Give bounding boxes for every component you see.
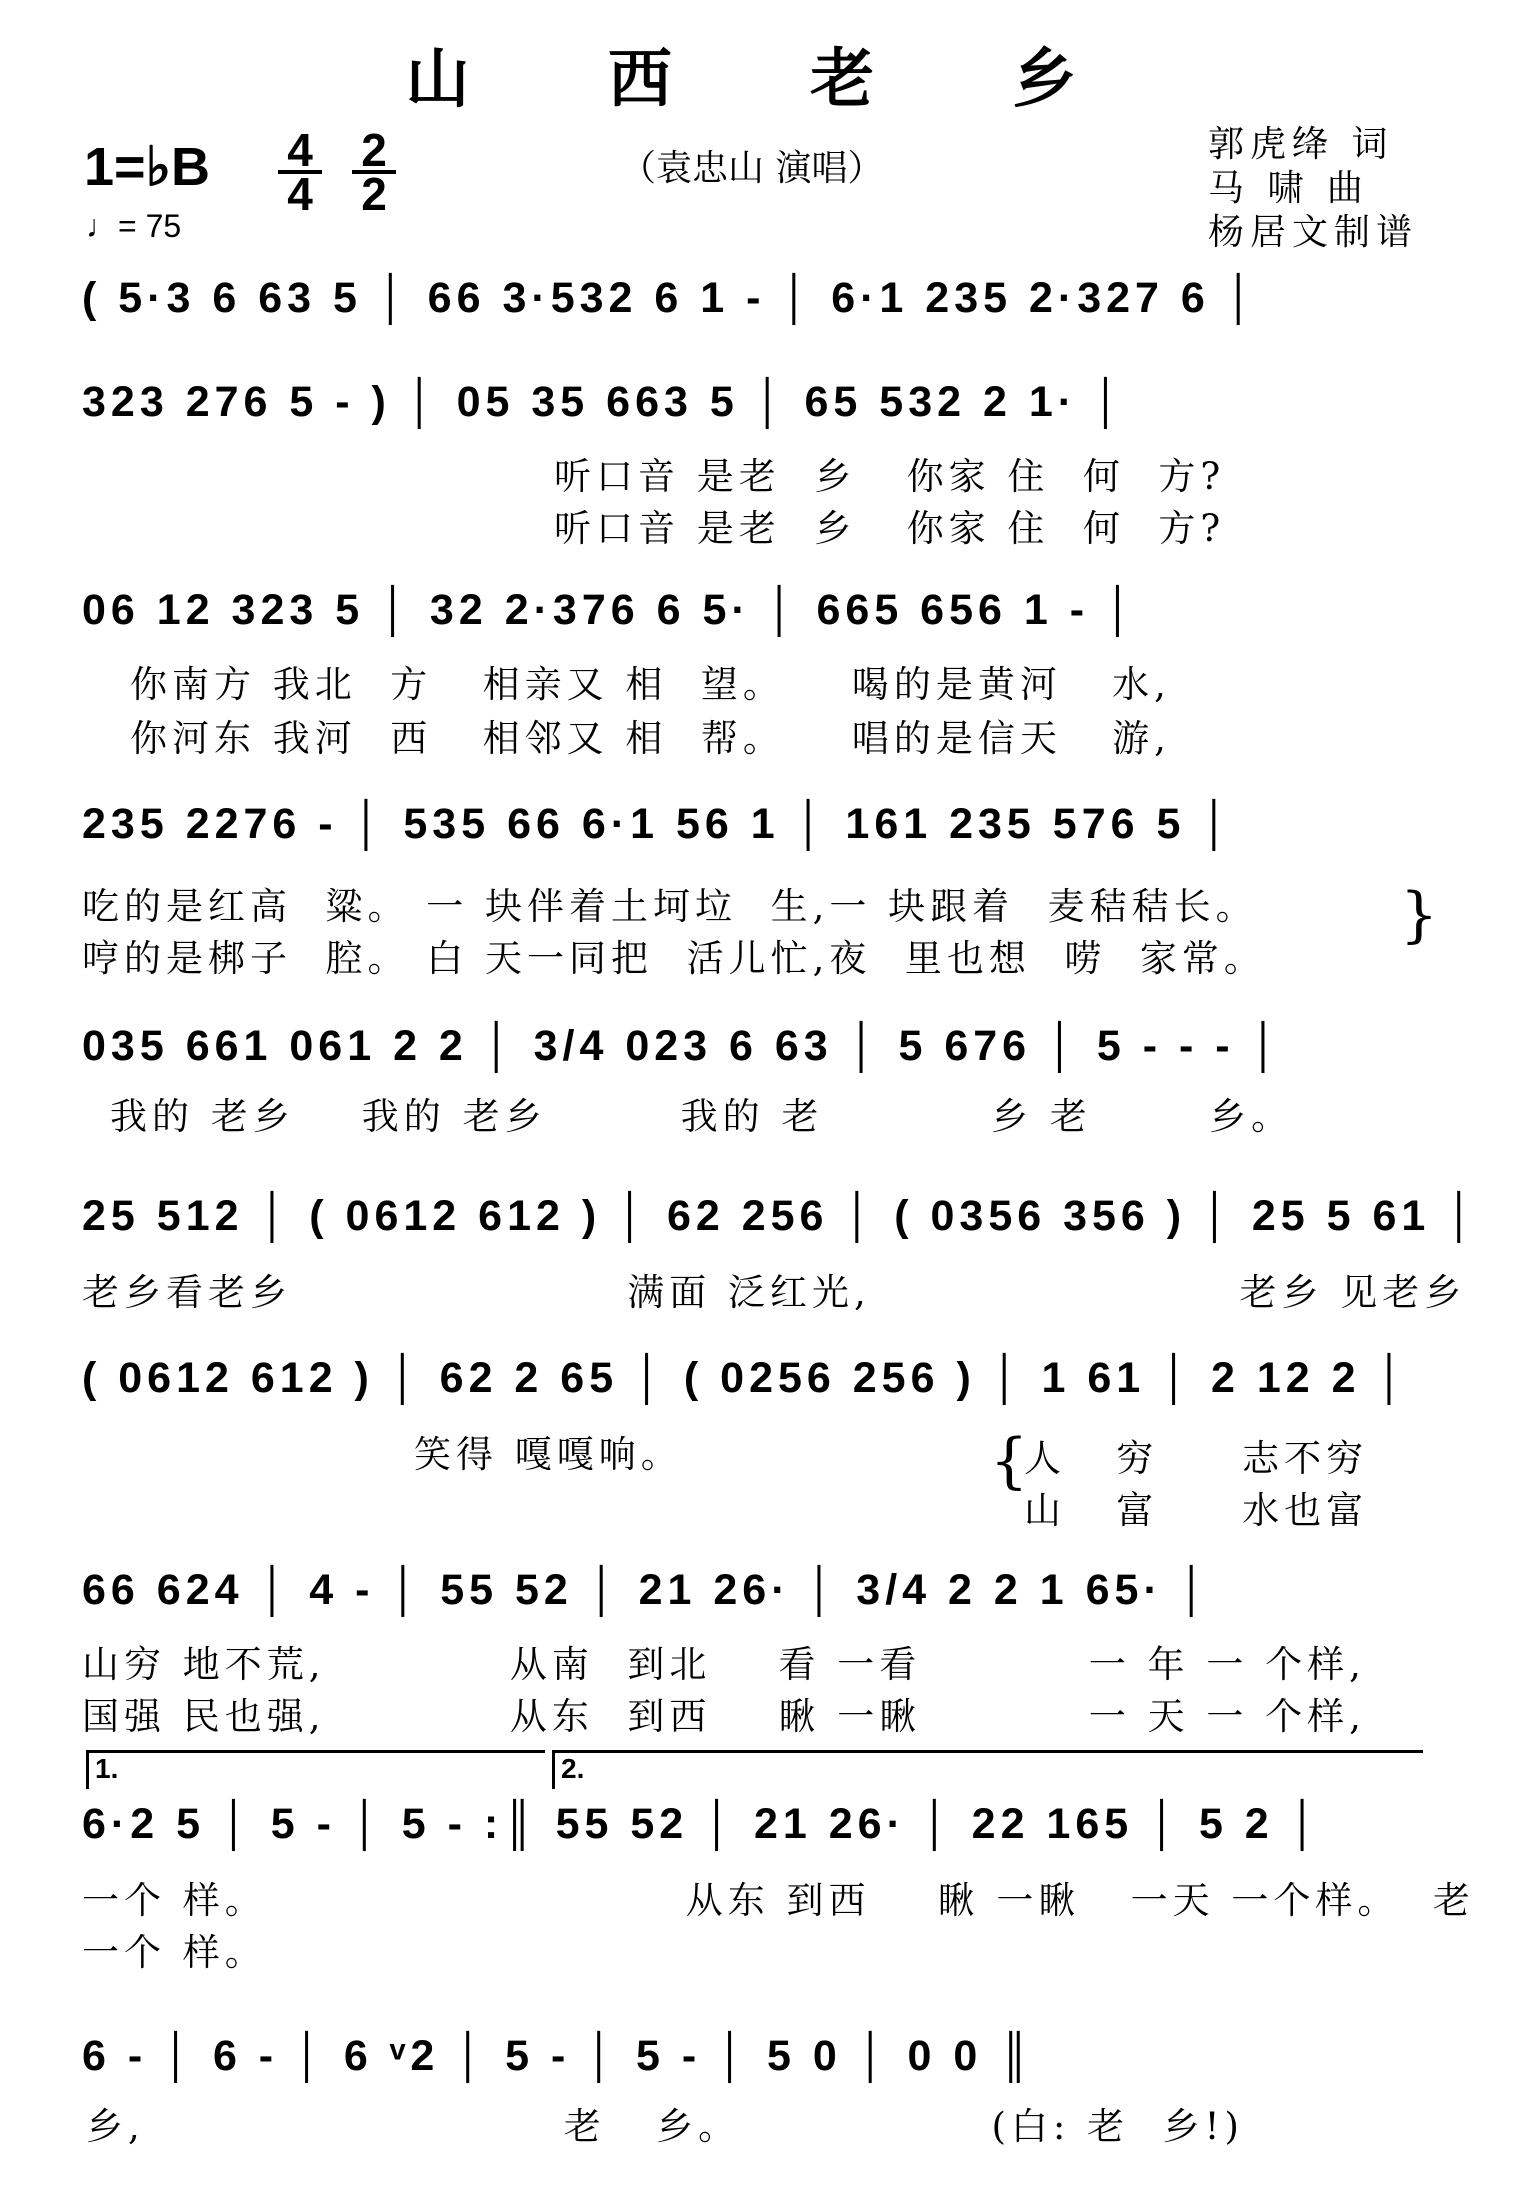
lyricist-credit: 郭虎绛 词 [1208,124,1394,165]
lyric-line-6a: 人 穷 志不穷 [1024,1437,1369,1480]
lyric-line-1b: 听口音 是老 乡 你家 住 何 方? [554,507,1226,550]
transcriber-credit: 杨居文制谱 [1208,212,1419,253]
music-line-8: 66 624 │ 4 - │ 55 52 │ 21 26· │ 3/4 2 2 1 65· │ [82,1566,1212,1614]
lyric-line-1a: 听口音 是老 乡 你家 住 何 方? [554,455,1226,498]
time-signature-2-4: 2 2 [352,130,396,214]
lyric-line-7a: 山穷 地不荒, 从南 到北 看 一看 一 年 一 个样, [82,1643,1366,1686]
lyric-line-5: 老乡看老乡 满面 泛红光, 老乡 见老乡 [82,1271,1467,1314]
volta-second-ending: 2. [552,1750,1423,1789]
lyric-line-9: 乡, 老 乡。 (白: 老 乡!) [86,2105,1244,2148]
music-line-3: 06 12 323 5 │ 32 2·376 6 5· │ 665 656 1 - │ [82,586,1138,634]
lyric-line-4: 我的 老乡 我的 老乡 我的 老 乡 老 乡。 [110,1095,1294,1138]
lyric-line-2b: 你河东 我河 西 相邻又 相 帮。 唱的是信天 游, [130,717,1171,760]
music-line-7: ( 0612 612 ) │ 62 2 65 │ ( 0256 256 ) │ 1 61 │ 2 12 2 │ [82,1354,1410,1402]
lyric-line-3a: 吃的是红高 粱。 一 块伴着土坷垃 生,一 块跟着 麦秸秸长。 [82,885,1258,928]
music-line-2: 323 276 5 - ) │ 05 35 663 5 │ 65 532 2 1· │ [82,378,1126,426]
music-line-6: 25 512 │ ( 0612 612 ) │ 62 256 │ ( 0356 356 ) │ 25 5 61 │ [82,1192,1480,1240]
music-line-10: 6 - │ 6 - │ 6 ᵛ2 │ 5 - │ 5 - │ 5 0 │ 0 0 ║ [82,2032,1035,2080]
tempo-marking: ♩= 75 [86,208,182,244]
music-line-4: 235 2276 - │ 535 66 6·1 56 1 │ 161 235 576 5 │ [82,800,1235,848]
lyric-line-6: 笑得 嘎嘎响。 [414,1433,683,1476]
volta-first-ending: 1. [86,1750,545,1789]
composer-credit: 马 啸 曲 [1208,168,1369,209]
music-line-9: 6·2 5 │ 5 - │ 5 - :║ 55 52 │ 21 26· │ 22 165 │ 5 2 │ [82,1800,1323,1848]
lyric-line-3b: 哼的是梆子 腔。 白 天一同把 活儿忙,夜 里也想 唠 家常。 [82,937,1266,980]
music-line-5: 035 661 061 2 2 │ 3/4 023 6 63 │ 5 676 │ 5 - - - │ [82,1022,1284,1070]
music-line-1: ( 5·3 6 63 5 │ 66 3·532 6 1 - │ 6·1 235 2·327 6 │ [82,274,1259,322]
key-signature: 1=♭B [84,137,211,197]
verse-brace-right: } [1400,880,1439,950]
lyric-line-7b: 国强 民也强, 从东 到西 瞅 一瞅 一 天 一 个样, [82,1695,1366,1738]
lyric-line-8a: 一个 样。 从东 到西 瞅 一瞅 一天 一个样。 老 [82,1879,1475,1922]
verse-brace-left: { [990,1426,1029,1496]
lyric-line-2a: 你南方 我北 方 相亲又 相 望。 喝的是黄河 水, [130,663,1171,706]
page-title: 山 西 老 乡 [405,42,1135,117]
singer-credit: （袁忠山 演唱） [620,148,884,189]
time-signature-4-4: 4 4 [278,130,322,214]
lyric-line-8b: 一个 样。 [82,1931,267,1974]
lyric-line-6b: 山 富 水也富 [1024,1489,1369,1532]
